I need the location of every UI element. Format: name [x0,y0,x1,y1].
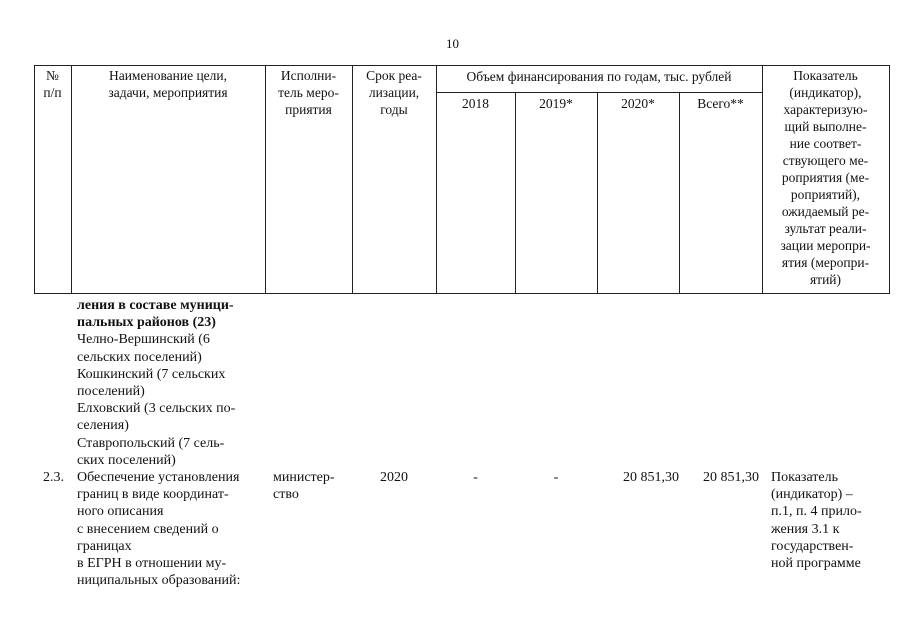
row-term: 2020 [380,470,408,485]
header-term-cell: Срок реа- лизации, годы [366,68,422,117]
header-total: Всего** [697,96,744,111]
page-number: 10 [446,36,459,51]
column-border [679,92,680,294]
column-border [515,92,516,294]
header-financing-cell: Объем финансирования по годам, тыс. рублей [466,69,732,84]
header-executor-cell: Исполни- тель меро- приятия [278,68,339,117]
header-number-cell: № п/п [43,68,62,100]
table-header [34,65,890,294]
header-name-cell: Наименование цели, задачи, мероприятия [108,68,228,100]
header-year-2018: 2018 [462,96,489,111]
column-border [889,65,890,294]
row-value-2019: - [553,470,559,485]
continuation-text: ления в составе муници- пальных районов (23) Челно-Вершинский (6 сельских поселений) Кошкинский (7 сельских поселений) Елховский (3 сельских по- селения) Ставропольский (7 сель- ских поселений) [77,298,236,468]
row-value-2018: - [473,470,478,485]
column-border [597,92,598,294]
row-name: Обеспечение установления границ в виде координат- ного описания с внесением сведений о границах в ЕГРН в отношении му- ниципальных образований: [77,470,241,589]
row-executor: министер- ство [273,470,335,503]
row-value-total: 20 851,30 [703,470,759,485]
header-year-2019: 2019* [539,96,573,111]
header-year-2020: 2020* [621,96,655,111]
financing-subheader-border [436,92,762,93]
row-number: 2.3. [43,470,64,485]
row-indicator: Показатель (индикатор) – п.1, п. 4 прило- жения 3.1 к государствен- ной программе [771,470,862,572]
header-indicator-cell: Показатель (индикатор), характеризую- щий выполне- ние соответ- ствующего ме- роприятия (ме- роприятий), ожидаемый ре- зультат реали- зации меропри- ятия (меропри- ятий) [780,68,871,287]
row-value-2020: 20 851,30 [623,470,679,485]
